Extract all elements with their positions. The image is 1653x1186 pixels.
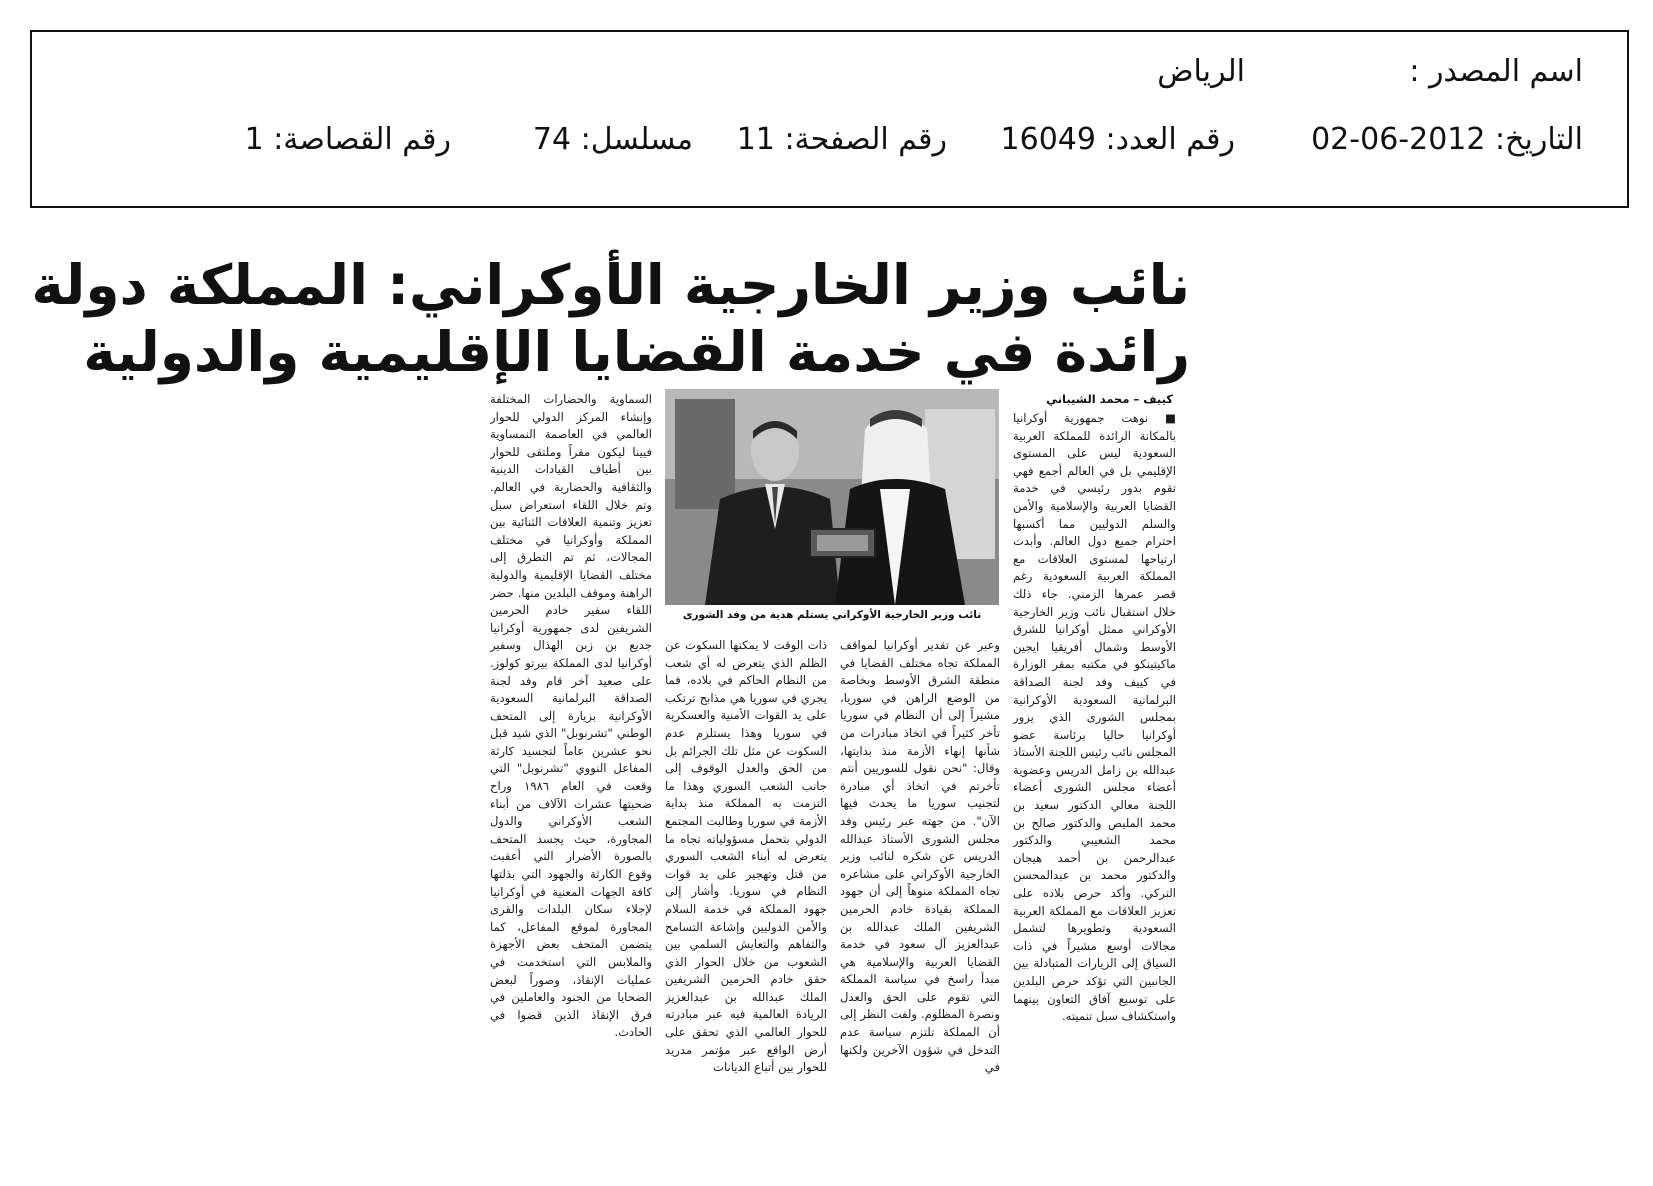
page-number-field: رقم الصفحة: 11 (736, 122, 947, 157)
article-column-3 (665, 637, 827, 1172)
byline: كييف – محمد الشيباني (1046, 392, 1173, 406)
source-value: الرياض (1157, 54, 1245, 89)
column-2-text: وعبر عن تقدير أوكرانيا لمواقف المملكة تجاه مختلف القضايا في منطقة الشرق الأوسط وبخاصة من الوضع الراهن في سوريا، مشيراً إلى أن النظام في سوريا تأخر كثيراً في اتخاذ مبادرات من شأنها إنهاء الأزمة منذ بدايتها، وقال: "نحن نقول للسوريين أنتم تأخرتم في اتخاذ أي مبادرة لتجنيب سوريا ما يحدث فيها الآن". من جهته عبر رئيس وفد مجلس الشورى الأستاذ عبدالله الدريس عن شكره لنائب وزير الخارجية الأوكراني على مشاعره تجاه المملكة منوهاً إلى أن جهود المملكة بقيادة خادم الحرمين الشريفين الملك عبدالله بن عبدالعزيز آل سعود في خدمة القضايا العربية والإسلامية هي مبدأ راسخ في سياسة المملكة التي تقوم على الحق والعدل ونصرة المظلوم. ولفت النظر إلى أن المملكة تلتزم سياسة عدم التدخل في شؤون الآخرين ولكنها في (840, 638, 1000, 1075)
date-field: التاريخ: 2012-06-02 (1311, 122, 1583, 157)
column-1-text: ■ نوهت جمهورية أوكرانيا بالمكانة الرائدة للمملكة العربية السعودية ليس على المستوى الإقليمي بل في العالم أجمع فهي تقوم بدور رئيسي في خدمة القضايا العربية والإسلامية والأمن والسلم الدوليين مما أكسبها احترام جميع دول العالم. وأبدت ارتياحها لمستوى العلاقات مع المملكة العربية السعودية رغم قصر عمرها الزمني. جاء ذلك خلال استقبال نائب وزير الخارجية الأوكراني ممثل أوكرانيا للشرق الأوسط وشمال أفريقيا ايجين ماكيتينكو في مكتبه بمقر الوزارة في كييف وفد لجنة الصداقة البرلمانية السعودية الأوكرانية بمجلس الشورى الذي يزور أوكرانيا حاليا برئاسة عضو المجلس نائب رئيس اللجنة الأستاذ عبدالله بن زامل الدريس وعضوية أعضاء مجلس الشورى أعضاء اللجنة معالي الدكتور سعيد بن محمد المليص والدكتور صالح بن محمد الشعيبي والدكتور عبدالرحمن بن أحمد هيجان والدكتور محمد بن عبدالمحسن التركي. وأكد حرص بلاده على تعزيز العلاقات مع المملكة العربية السعودية وتطويرها لتشمل مجالات أوسع مشيراً في ذات السياق إلى الزيارات المتبادلة بين الجانبين التي تؤكد حرص البلدين على توسيع آفاق التعاون بينهما واستكشاف سبل تنميته. (1013, 411, 1176, 1024)
column-4-text: السماوية والحضارات المختلفة وإنشاء المركز الدولي للحوار العالمي في العاصمة النمساوية فيينا ليكون مقراً وملتقى للحوار بين أطياف القيادات الدينية والثقافية والحضارية في العالم. وتم خلال اللقاء استعراض سبل تعزيز وتنمية العلاقات الثنائية بين المملكة وأوكرانيا في مختلف المجالات، ثم تم التطرق إلى مختلف القضايا الإقليمية والدولية الراهنة وموقف البلدين منها. حضر اللقاء سفير خادم الحرمين الشريفين لدى جمهورية أوكرانيا جديع بن زبن الهذال وسفير أوكرانيا لدى المملكة بيرتو كولوز. على صعيد آخر قام وفد لجنة الصداقة البرلمانية السعودية الأوكرانية بزيارة إلى المتحف الوطني "تشرنوبل" الذي شيد قبل نحو عشرين عاماً لتجسيد كارثة المفاعل النووي "تشرنوبل" التي وقعت في العام ١٩٨٦ وراح ضحيتها عشرات الآلاف من أبناء الشعب الأوكراني والدول المجاورة، حيث يجسد المتحف بالصورة الأضرار التي أعقبت وقوع الكارثة والجهود التي بذلتها كافة الجهات المعنية في أوكرانيا لإجلاء سكان البلدات والقرى المجاورة لموقع المفاعل، كما يتضمن المتحف بعض الأجهزة والملابس التي استخدمت في عمليات الإنقاذ، وصوراً لبعض الضحايا من الجنود والعاملين في فرق الإنقاذ الذين قضوا في الحادث. (490, 392, 652, 1040)
photo-caption: نائب وزير الخارجية الأوكراني يستلم هدية من وفد الشورى (682, 609, 982, 621)
issue-number-field: رقم العدد: 16049 (1000, 122, 1235, 157)
clipping-info-box (30, 30, 1629, 208)
column-3-text: ذات الوقت لا يمكنها السكوت عن الظلم الذي يتعرض له أي شعب من النظام الحاكم في بلاده، فما يجري في سوريا هي مذابح ترتكب على يد القوات الأمنية والعسكرية في سوريا وهذا يستلزم عدم السكوت عن مثل تلك الجرائم بل من الحق والعدل الوقوف إلى جانب الشعب السوري وهذا ما التزمت به المملكة منذ بداية الأزمة في سوريا وطالبت المجتمع الدولي بتحمل مسؤولياته تجاه ما يتعرض له أبناء الشعب السوري من قتل وتهجير على يد قوات النظام في سوريا. وأشار إلى جهود المملكة في خدمة السلام والأمن الدوليين وإشاعة التسامح والتفاهم والتعايش السلمي بين الشعوب من خلال الحوار الذي حقق خادم الحرمين الشريفين الملك عبدالله بن عبدالعزيز الريادة العالمية فيه عبر مبادرته للحوار العالمي الذي تحقق على أرض الواقع عبر مؤتمر مدريد للحوار بين أتباع الديانات (665, 638, 827, 1075)
photo-illustration (665, 389, 999, 605)
news-photo (665, 389, 999, 605)
clipping-number-field: رقم القصاصة: 1 (244, 122, 451, 157)
article-column-1 (1013, 410, 1176, 1172)
source-label: اسم المصدر : (1409, 54, 1583, 89)
headline-line-1: نائب وزير الخارجية الأوكراني: المملكة دولة (31, 253, 1190, 317)
headline-line-2: رائدة في خدمة القضايا الإقليمية والدولية (83, 320, 1190, 384)
article-column-2 (840, 637, 1000, 1172)
serial-number-field: مسلسل: 74 (532, 122, 693, 157)
article-column-4 (490, 391, 652, 1172)
